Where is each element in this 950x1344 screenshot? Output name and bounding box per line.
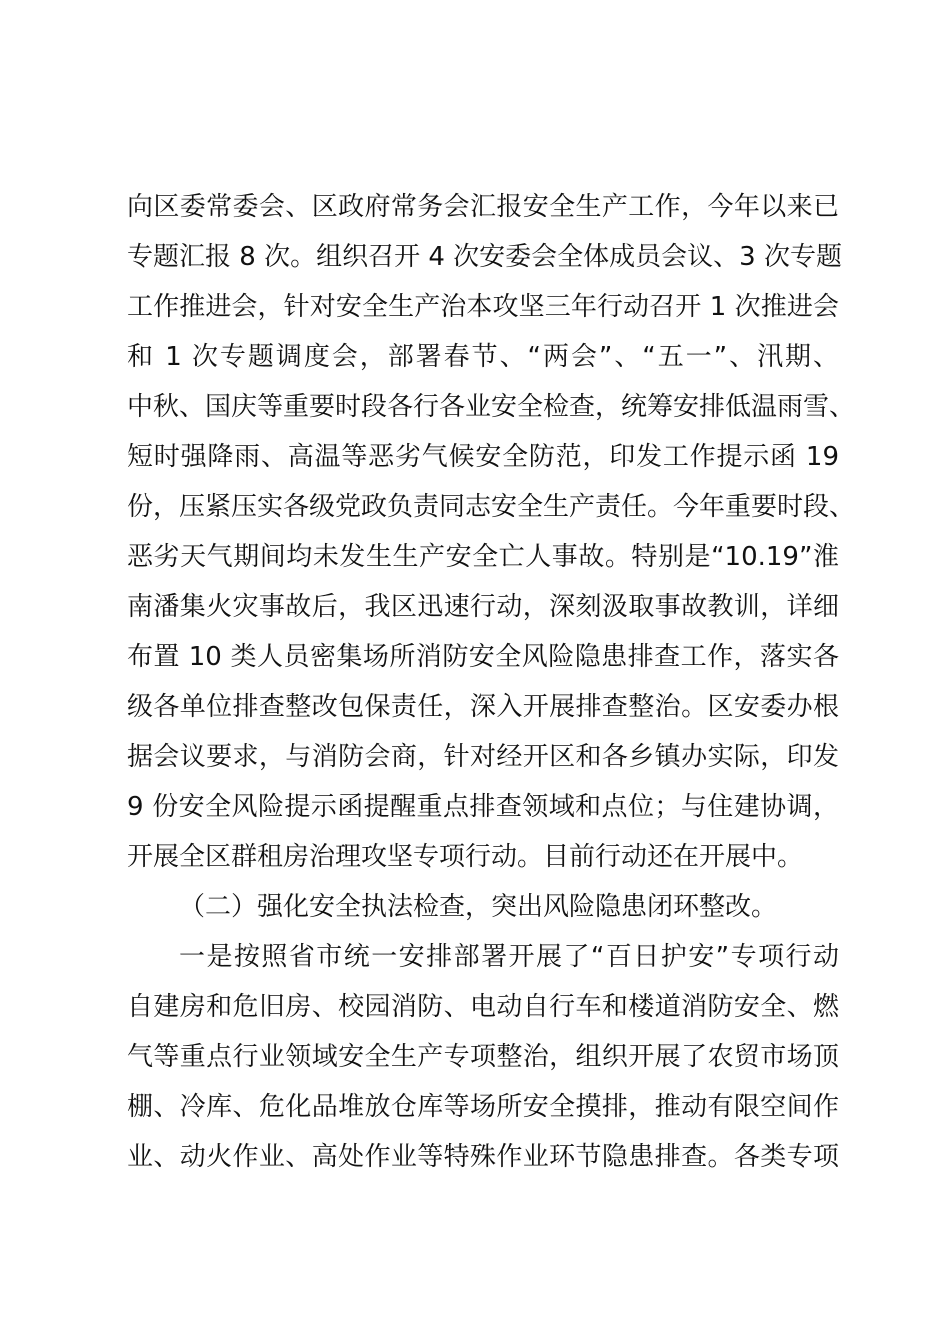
paragraph-2-line-5: 业、动火作业、高处作业等特殊作业环节隐患排查。各类专项: [127, 1142, 839, 1172]
paragraph-2-line-2: 自建房和危旧房、校园消防、电动自行车和楼道消防安全、燃: [127, 992, 839, 1022]
paragraph-1-line-7: 份，压紧压实各级党政负责同志安全生产责任。今年重要时段、: [127, 492, 856, 522]
paragraph-1-line-1: 向区委常委会、区政府常务会汇报安全生产工作，今年以来已: [127, 192, 839, 222]
paragraph-1-line-12: 据会议要求，与消防会商，针对经开区和各乡镇办实际，印发: [127, 742, 839, 772]
paragraph-1-line-6: 短时强降雨、高温等恶劣气候安全防范，印发工作提示函 19: [127, 442, 839, 472]
section-heading: （二）强化安全执法检查，突出风险隐患闭环整改。: [179, 892, 778, 922]
paragraph-1-line-10: 布置 10 类人员密集场所消防安全风险隐患排查工作，落实各: [127, 642, 839, 672]
paragraph-2-line-3: 气等重点行业领域安全生产专项整治，组织开展了农贸市场顶: [127, 1042, 839, 1072]
paragraph-1-line-4: 和 1 次专题调度会，部署春节、“两会”、“五一”、汛期、: [127, 342, 839, 372]
paragraph-1-line-11: 级各单位排查整改包保责任，深入开展排查整治。区安委办根: [127, 692, 839, 722]
paragraph-2-line-4: 棚、冷库、危化品堆放仓库等场所安全摸排，推动有限空间作: [127, 1092, 839, 1122]
paragraph-1-line-5: 中秋、国庆等重要时段各行各业安全检查，统筹安排低温雨雪、: [127, 392, 856, 422]
paragraph-2-line-1: 一是按照省市统一安排部署开展了“百日护安”专项行动: [179, 942, 839, 972]
document-body: [127, 182, 856, 1182]
paragraph-1-line-8: 恶劣天气期间均未发生生产安全亡人事故。特别是“10.19”淮: [127, 542, 839, 572]
paragraph-1-line-9: 南潘集火灾事故后，我区迅速行动，深刻汲取事故教训，详细: [127, 592, 839, 622]
paragraph-1-line-14: 开展全区群租房治理攻坚专项行动。目前行动还在开展中。: [127, 842, 804, 872]
paragraph-1-line-3: 工作推进会，针对安全生产治本攻坚三年行动召开 1 次推进会: [127, 292, 839, 322]
paragraph-1-line-2: 专题汇报 8 次。组织召开 4 次安委会全体成员会议、3 次专题: [127, 242, 842, 272]
paragraph-1-line-13: 9 份安全风险提示函提醒重点排查领域和点位；与住建协调，: [127, 792, 839, 822]
